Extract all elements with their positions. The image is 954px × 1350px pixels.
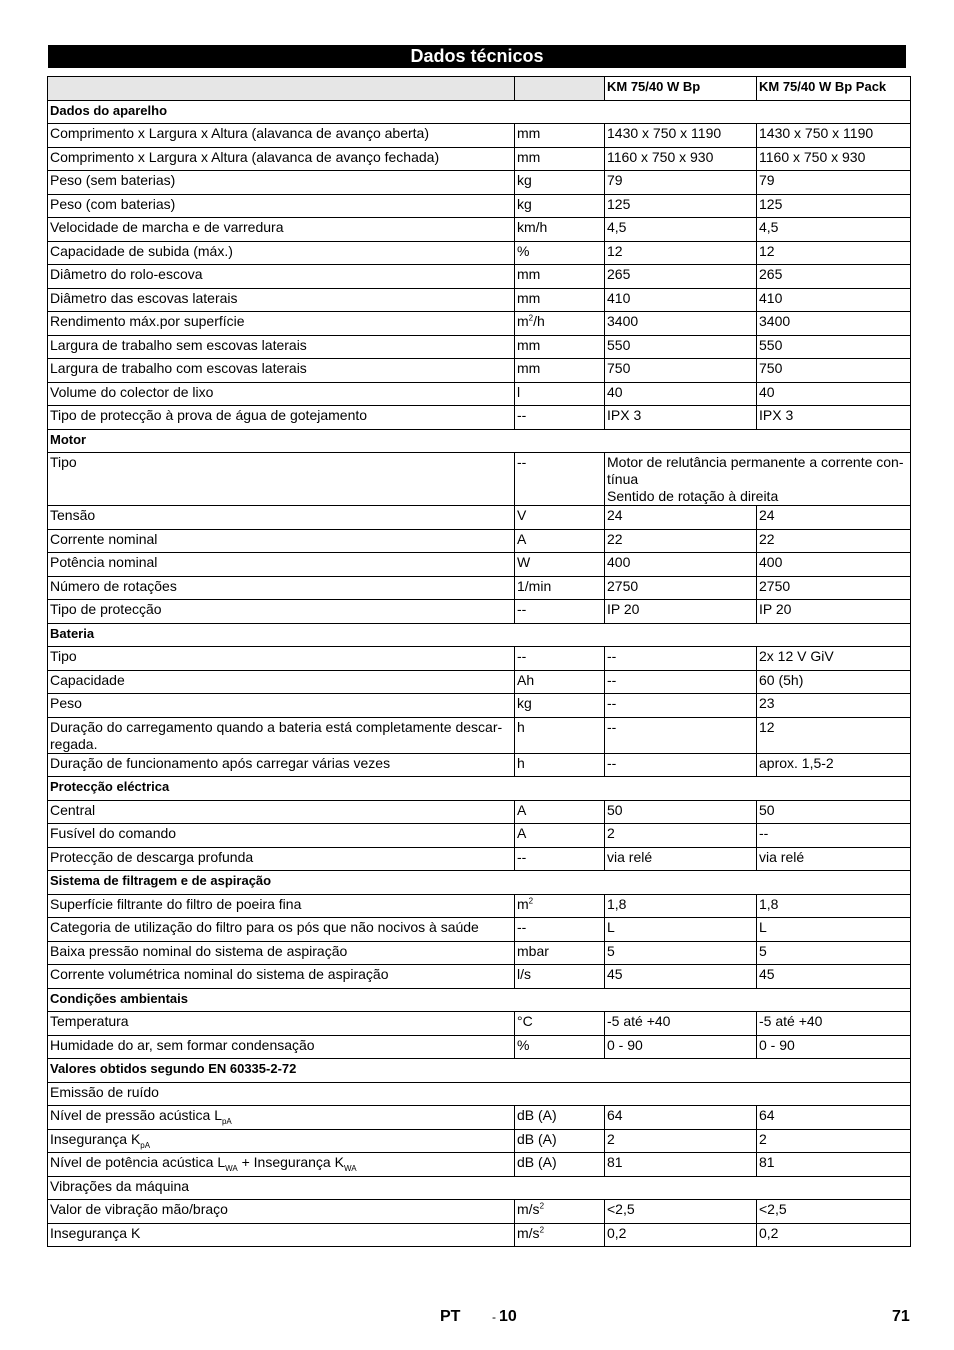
row-label: Tipo de protecção à prova de água de gotejamento: [48, 406, 515, 430]
row-value-model-2: 2750: [757, 576, 911, 600]
row-label: Nível de potência acústica $L_{WA}$ + Insegurança $K_{WA}$: [48, 1153, 515, 1177]
row-unit: A: [515, 824, 605, 848]
row-value-model-1: --: [605, 647, 757, 671]
row-value-model-2: 125: [757, 194, 911, 218]
row-value-model-2: 3400: [757, 312, 911, 336]
footer-page-number: 71: [892, 1308, 910, 1325]
row-unit: mbar: [515, 941, 605, 965]
section-title: Dados do aparelho: [48, 100, 911, 124]
row-label: Peso (sem baterias): [48, 171, 515, 195]
row-label: Rendimento máx.por superfície: [48, 312, 515, 336]
row-value-model-1: 550: [605, 335, 757, 359]
row-unit: V: [515, 506, 605, 530]
table-row: [48, 171, 911, 195]
row-label: Peso: [48, 694, 515, 718]
footer-language: PT: [440, 1308, 461, 1325]
row-value-model-1: -5 até +40: [605, 1012, 757, 1036]
header-label-cell: [48, 77, 515, 101]
row-value-model-2: 23: [757, 694, 911, 718]
row-label: Diâmetro das escovas laterais: [48, 288, 515, 312]
table-row: [48, 941, 911, 965]
row-unit: mm: [515, 124, 605, 148]
row-value-model-1: 0,2: [605, 1223, 757, 1247]
section-title: Valores obtidos segundo EN 60335-2-72: [48, 1059, 911, 1083]
section-header-row: [48, 623, 911, 647]
row-value-model-2: 12: [757, 241, 911, 265]
row-value-model-2: 22: [757, 529, 911, 553]
row-unit: --: [515, 647, 605, 671]
row-label: Superfície filtrante do filtro de poeira fina: [48, 894, 515, 918]
table-row: [48, 194, 911, 218]
row-value-model-1: 45: [605, 965, 757, 989]
row-value-model-1: 50: [605, 800, 757, 824]
table-row: [48, 288, 911, 312]
row-label: Protecção de descarga profunda: [48, 847, 515, 871]
table-row: [48, 918, 911, 942]
row-value-model-2: 750: [757, 359, 911, 383]
row-label: Peso (com baterias): [48, 194, 515, 218]
row-value-merged: Motor de relutância permanente a corrente con- tínua Sentido de rotação à direita: [605, 453, 911, 506]
table-row: [48, 382, 911, 406]
table-row: [48, 1035, 911, 1059]
row-value-model-2: 265: [757, 265, 911, 289]
section-header-row: [48, 988, 911, 1012]
row-value-model-1: 0 - 90: [605, 1035, 757, 1059]
row-unit: mm: [515, 147, 605, 171]
table-row: [48, 312, 911, 336]
table-row: [48, 529, 911, 553]
row-label: Tensão: [48, 506, 515, 530]
row-label: Comprimento x Largura x Altura (alavanca de avanço fechada): [48, 147, 515, 171]
row-value-model-1: 64: [605, 1106, 757, 1130]
header-model-1: KM 75/40 W Bp: [605, 77, 757, 101]
section-title: Condições ambientais: [48, 988, 911, 1012]
row-value-model-1: 22: [605, 529, 757, 553]
row-value-model-1: 24: [605, 506, 757, 530]
row-value-model-1: --: [605, 694, 757, 718]
row-value-model-2: 2x 12 V GiV: [757, 647, 911, 671]
row-value-model-1: L: [605, 918, 757, 942]
row-value-model-1: 265: [605, 265, 757, 289]
row-unit: °C: [515, 1012, 605, 1036]
table-row: [48, 600, 911, 624]
row-unit: A: [515, 800, 605, 824]
row-value-model-1: --: [605, 670, 757, 694]
row-label: Fusível do comando: [48, 824, 515, 848]
row-label: Nível de pressão acústica $L_{pA}$: [48, 1106, 515, 1130]
row-value-model-1: 1430 x 750 x 1190: [605, 124, 757, 148]
row-unit: l: [515, 382, 605, 406]
table-row: [48, 453, 911, 506]
table-row: [48, 717, 911, 753]
table-row: [48, 1129, 911, 1153]
row-unit: %: [515, 241, 605, 265]
table-row: [48, 670, 911, 694]
row-value-model-2: via relé: [757, 847, 911, 871]
row-label: Insegurança $K_{pA}$: [48, 1129, 515, 1153]
row-label: Baixa pressão nominal do sistema de aspiração: [48, 941, 515, 965]
row-unit: dB (A): [515, 1153, 605, 1177]
row-value-model-2: 64: [757, 1106, 911, 1130]
row-unit: $m^2$: [515, 894, 605, 918]
table-row: [48, 147, 911, 171]
table-row: [48, 694, 911, 718]
section-title: Protecção eléctrica: [48, 777, 911, 801]
row-value-model-2: 550: [757, 335, 911, 359]
row-value-model-1: 400: [605, 553, 757, 577]
row-unit: $m^2/h$: [515, 312, 605, 336]
row-unit: mm: [515, 265, 605, 289]
row-unit: kg: [515, 694, 605, 718]
row-value-model-2: 24: [757, 506, 911, 530]
row-value-model-2: 410: [757, 288, 911, 312]
section-title: Sistema de filtragem e de aspiração: [48, 871, 911, 895]
row-label: Tipo: [48, 453, 515, 506]
table-row: [48, 753, 911, 777]
row-value-model-2: 1160 x 750 x 930: [757, 147, 911, 171]
row-unit: --: [515, 918, 605, 942]
footer-dash: -: [492, 1310, 496, 1324]
row-value-model-1: --: [605, 717, 757, 753]
row-unit: $m/s^2$: [515, 1223, 605, 1247]
row-label: Categoria de utilização do filtro para os pós que não nocivos à saúde: [48, 918, 515, 942]
row-label: Comprimento x Largura x Altura (alavanca de avanço aberta): [48, 124, 515, 148]
row-label: Largura de trabalho sem escovas laterais: [48, 335, 515, 359]
table-row: [48, 335, 911, 359]
subsection-title: Vibrações da máquina: [48, 1176, 911, 1200]
table-row: [48, 124, 911, 148]
row-unit: mm: [515, 359, 605, 383]
footer-local-page-number: 10: [499, 1308, 517, 1325]
row-label: Duração do carregamento quando a bateria está completamente descar- regada.: [48, 717, 515, 753]
section-title: Motor: [48, 429, 911, 453]
row-value-model-1: 4,5: [605, 218, 757, 242]
row-unit: l/s: [515, 965, 605, 989]
table-row: [48, 241, 911, 265]
table-row: [48, 847, 911, 871]
row-value-model-2: IPX 3: [757, 406, 911, 430]
row-value-model-2: 0,2: [757, 1223, 911, 1247]
row-label: Humidade do ar, sem formar condensação: [48, 1035, 515, 1059]
table-row: [48, 506, 911, 530]
subsection-row: [48, 1176, 911, 1200]
row-value-model-2: 0 - 90: [757, 1035, 911, 1059]
table-row: [48, 406, 911, 430]
row-label: Capacidade: [48, 670, 515, 694]
table-row: [48, 894, 911, 918]
row-unit: 1/min: [515, 576, 605, 600]
row-value-model-2: 60 (5h): [757, 670, 911, 694]
row-label: Corrente nominal: [48, 529, 515, 553]
row-value-model-2: 50: [757, 800, 911, 824]
row-value-model-1: 410: [605, 288, 757, 312]
row-value-model-1: 12: [605, 241, 757, 265]
row-unit: Ah: [515, 670, 605, 694]
row-value-model-1: 5: [605, 941, 757, 965]
table-header-row: [48, 77, 911, 101]
row-value-model-1: <2,5: [605, 1200, 757, 1224]
row-unit: dB (A): [515, 1129, 605, 1153]
row-value-model-1: --: [605, 753, 757, 777]
row-value-model-1: 2: [605, 1129, 757, 1153]
row-value-model-1: 3400: [605, 312, 757, 336]
row-value-model-2: 40: [757, 382, 911, 406]
subsection-row: [48, 1082, 911, 1106]
row-value-model-1: 1,8: [605, 894, 757, 918]
row-unit: mm: [515, 335, 605, 359]
table-row: [48, 1223, 911, 1247]
row-value-model-1: 1160 x 750 x 930: [605, 147, 757, 171]
row-label: Duração de funcionamento após carregar várias vezes: [48, 753, 515, 777]
row-unit: kg: [515, 171, 605, 195]
section-header-row: [48, 871, 911, 895]
row-label: Volume do colector de lixo: [48, 382, 515, 406]
table-row: [48, 553, 911, 577]
row-unit: --: [515, 847, 605, 871]
table-row: [48, 265, 911, 289]
row-value-model-2: 400: [757, 553, 911, 577]
header-model-2: KM 75/40 W Bp Pack: [757, 77, 911, 101]
row-label: Velocidade de marcha e de varredura: [48, 218, 515, 242]
row-unit: h: [515, 717, 605, 753]
row-value-model-2: <2,5: [757, 1200, 911, 1224]
row-value-model-2: 1,8: [757, 894, 911, 918]
row-value-model-2: 79: [757, 171, 911, 195]
row-label: Número de rotações: [48, 576, 515, 600]
row-unit: mm: [515, 288, 605, 312]
table-row: [48, 800, 911, 824]
row-value-model-1: 2: [605, 824, 757, 848]
row-value-model-1: 125: [605, 194, 757, 218]
row-value-model-2: 45: [757, 965, 911, 989]
row-unit: W: [515, 553, 605, 577]
row-unit: --: [515, 406, 605, 430]
row-label: Capacidade de subida (máx.): [48, 241, 515, 265]
section-title: Bateria: [48, 623, 911, 647]
table-row: [48, 218, 911, 242]
row-value-model-1: 2750: [605, 576, 757, 600]
row-value-model-1: via relé: [605, 847, 757, 871]
row-value-model-1: 81: [605, 1153, 757, 1177]
section-header-row: [48, 429, 911, 453]
row-label: Diâmetro do rolo-escova: [48, 265, 515, 289]
row-unit: kg: [515, 194, 605, 218]
row-unit: h: [515, 753, 605, 777]
technical-data-table: [47, 76, 911, 1247]
row-value-model-2: 12: [757, 717, 911, 753]
row-value-model-1: 40: [605, 382, 757, 406]
header-unit-cell: [515, 77, 605, 101]
table-row: [48, 1153, 911, 1177]
row-value-model-1: IP 20: [605, 600, 757, 624]
row-unit: --: [515, 600, 605, 624]
row-label: Central: [48, 800, 515, 824]
page-title: Dados técnicos: [48, 45, 906, 68]
row-value-model-2: 81: [757, 1153, 911, 1177]
row-value-model-1: 750: [605, 359, 757, 383]
row-value-model-2: L: [757, 918, 911, 942]
row-unit: %: [515, 1035, 605, 1059]
row-label: Tipo: [48, 647, 515, 671]
row-value-model-2: IP 20: [757, 600, 911, 624]
row-value-model-2: -5 até +40: [757, 1012, 911, 1036]
table-row: [48, 359, 911, 383]
row-value-model-2: 1430 x 750 x 1190: [757, 124, 911, 148]
row-value-model-1: 79: [605, 171, 757, 195]
row-unit: dB (A): [515, 1106, 605, 1130]
row-label: Tipo de protecção: [48, 600, 515, 624]
row-label: Valor de vibração mão/braço: [48, 1200, 515, 1224]
row-value-model-1: IPX 3: [605, 406, 757, 430]
subsection-title: Emissão de ruído: [48, 1082, 911, 1106]
row-value-model-2: aprox. 1,5-2: [757, 753, 911, 777]
table-row: [48, 1012, 911, 1036]
table-row: [48, 824, 911, 848]
row-label: Corrente volumétrica nominal do sistema de aspiração: [48, 965, 515, 989]
row-unit: $m/s^2$: [515, 1200, 605, 1224]
table-row: [48, 576, 911, 600]
row-label: Potência nominal: [48, 553, 515, 577]
row-unit: --: [515, 453, 605, 506]
section-header-row: [48, 100, 911, 124]
table-row: [48, 965, 911, 989]
section-header-row: [48, 777, 911, 801]
row-unit: km/h: [515, 218, 605, 242]
row-value-model-2: 4,5: [757, 218, 911, 242]
table-row: [48, 1106, 911, 1130]
table-row: [48, 647, 911, 671]
row-label: Temperatura: [48, 1012, 515, 1036]
table-row: [48, 1200, 911, 1224]
row-unit: A: [515, 529, 605, 553]
row-value-model-2: 2: [757, 1129, 911, 1153]
row-label: Insegurança K: [48, 1223, 515, 1247]
row-value-model-2: 5: [757, 941, 911, 965]
row-value-model-2: --: [757, 824, 911, 848]
row-label: Largura de trabalho com escovas laterais: [48, 359, 515, 383]
section-header-row: [48, 1059, 911, 1083]
footer-local-page: [492, 1308, 517, 1326]
